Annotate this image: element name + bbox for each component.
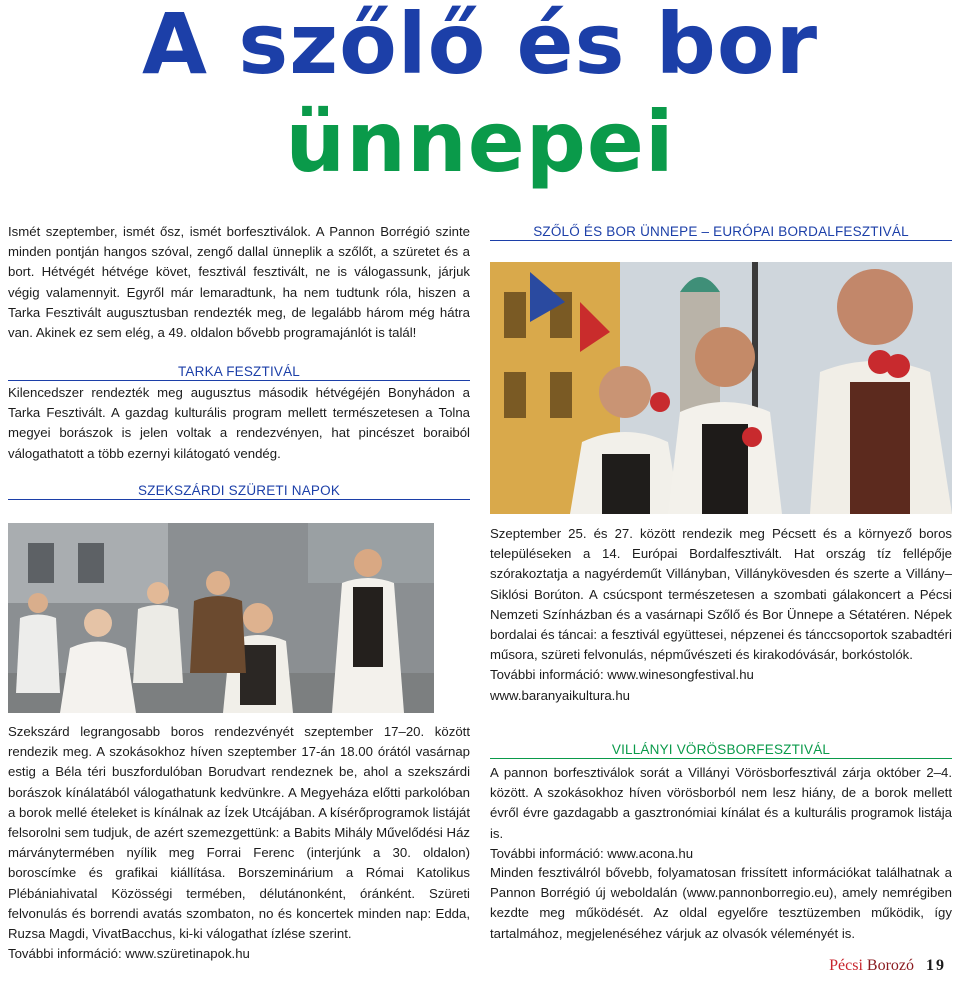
tarka-paragraph: Kilencedszer rendezték meg augusztus második hétvégéjén Bonyhádon a Tarka Fesztivált. A gazdag kulturális program mellett természetesen a Tolna megyei borászok is jelen voltak a rendezvényen, hat pincészet boraiból válogathatott a több ezernyi kilátogató vendég. (8, 385, 470, 461)
szekszard-heading: SZEKSZÁRDI SZÜRETI NAPOK (8, 483, 470, 500)
footer-brand-pecsi: Pécsi (829, 957, 863, 974)
page-title-line-2: ünnepei (285, 93, 675, 191)
tarka-heading: TARKA FESZTIVÁL (8, 364, 470, 381)
tarka-column (8, 383, 470, 464)
musicians-photo (490, 262, 952, 514)
villanyi-column (490, 763, 952, 864)
musicians-photo-image (490, 262, 952, 514)
europai-heading: SZŐLŐ ÉS BOR ÜNNEPE – EURÓPAI BORDALFESZTIVÁL (490, 224, 952, 241)
europai-column (490, 524, 952, 706)
closing-column (490, 863, 952, 944)
page-title-line-1: A szőlő és bor (141, 0, 819, 93)
page-number: 19 (926, 957, 946, 974)
dancers-photo-image (8, 523, 434, 713)
szekszard-paragraph: Szekszárd legrangosabb boros rendezvényét szeptember 17–20. között rendezik meg. A szokásokhoz híven szeptember 17-án 18.00 órától vasárnap estig a Béla téri buszfordulóban Borudvart rendeznek be, ahol a szekszárdi borászok kínálatából válogathatunk kedvünkre. A Megyeháza előtti parkolóban a borok mellé ételeket is kínálnak az Ízek Utcájában. A kísérőprogramok listáját felsorolni sem tudjuk, de azért szemezgettünk: a Babits Mihály Művelődési Ház márványtermében nyílik meg Forrai Ferenc (interjúnk a 30. oldalon) boroscímke és grafikai kiállítása. Borszeminárium a Római Katolikus Plébániahivatal Közösségi termében, délutánonként, óránként. Szüreti felvonulás és borrendi avatás szombaton, no és koncertek minden nap: Edda, Ruzsa Magdi, VivatBacchus, ki-ki válogathat ízlése szerint. (8, 724, 470, 942)
villanyi-heading: VILLÁNYI VÖRÖSBORFESZTIVÁL (490, 742, 952, 759)
intro-column (8, 222, 470, 343)
footer-brand-borozo: Borozó (866, 957, 914, 974)
europai-info-2: www.baranyaikultura.hu (490, 687, 631, 703)
page-footer (829, 957, 946, 975)
villanyi-info: További információ: www.acona.hu (490, 845, 694, 861)
szekszard-info: További információ: www.szüretinapok.hu (8, 946, 250, 962)
villanyi-paragraph: A pannon borfesztiválok sorát a Villányi Vörösborfesztivál zárja október 2–4. között. A szokásokhoz híven vörösborból nem lesz hiány, de a borok mellett évről évre gazdagabb a gasztronómiai kínálat és a kulturális programok listája is. (490, 765, 952, 841)
europai-paragraph: Szeptember 25. és 27. között rendezik meg Pécsett és a környező boros településeken a 14. Európai Bordalfesztivált. Hat ország tíz fellépője szórakoztatja a nagyérdeműt Villányban, Villánykövesden és szerte a Villány–Siklósi Borúton. A csúcspont természetesen a szombati gálakoncert a Pécsi Nemzeti Színházban és a vasárnapi Szőlő és Bor Ünnepe a Sétatéren. Népek bordalai és táncai: a fesztivál együttesei, népzenei és tánccsoportok szabadtéri műsora, szüreti felvonulás, népművészeti és kirakodóvásár, borkóstolók. (490, 526, 952, 663)
closing-paragraph: Minden fesztiválról bővebb, folyamatosan frissített információkat találhatnak a Pannon Borrégió új weboldalán (www.pannonborregio.eu), amely nemrégiben kezdte meg működését. Az oldal egyelőre tesztüzemben működik, így tartalmához, megjelenéséhez várjuk az olvasók véleményét is. (490, 865, 952, 941)
dancers-photo (8, 523, 434, 713)
europai-info-1: További információ: www.winesongfestival.hu (490, 667, 754, 683)
intro-paragraph: Ismét szeptember, ismét ősz, ismét borfesztiválok. A Pannon Borrégió szinte minden pontján hangos szóval, zengő dallal ünneplik a szőlőt, a szüretet és a bort. Hétvégét hétvége követ, fesztivál fesztivált, ne is válogassunk, járjuk végig valamennyit. Egyről már lemaradtunk, ha nem tudtunk róla, hiszen a Tarka Fesztivált augusztusban rendezték meg, de legalább három még hátra van. Akinek ez sem elég, a 49. oldalon bővebb programajánlót is talál! (8, 224, 470, 341)
szekszard-column (8, 722, 470, 964)
